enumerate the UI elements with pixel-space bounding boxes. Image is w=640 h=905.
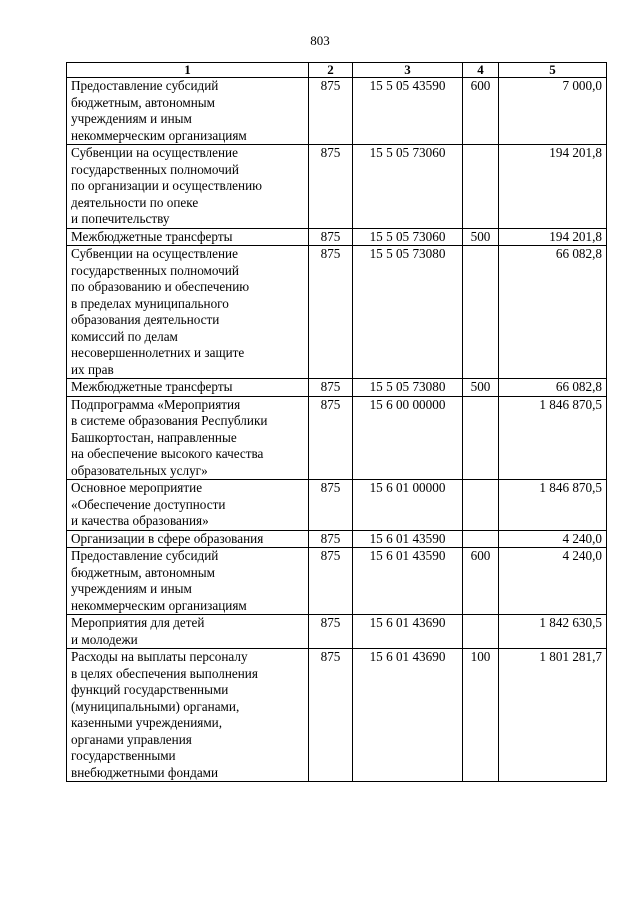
row-name: Субвенции на осуществление государственных полномочий по образованию и обеспечению в пределах муниципального образования деятельности комиссий по делам несовершеннолетних и защите их прав xyxy=(71,246,250,377)
row-name: Межбюджетные трансферты xyxy=(71,228,233,244)
header-col-1: 1 xyxy=(67,63,309,78)
row-type xyxy=(463,145,499,229)
row-type xyxy=(463,530,499,548)
row-name: Субвенции на осуществление государственных полномочий по организации и осуществлению деятельности по опеке и попечительству xyxy=(71,145,263,226)
table-row xyxy=(67,246,607,379)
table-row xyxy=(67,480,607,531)
row-article: 15 6 01 43590 xyxy=(353,548,463,615)
row-ministry: 875 xyxy=(309,649,353,782)
row-article: 15 5 05 73060 xyxy=(353,145,463,229)
table-row xyxy=(67,649,607,782)
budget-table xyxy=(66,62,607,782)
row-name: Подпрограмма «Мероприятия в системе образования Республики Башкортостан, направленные на обеспечение высокого качества образовательных услуг» xyxy=(71,396,268,478)
page-number: 803 xyxy=(310,33,330,48)
row-type xyxy=(463,396,499,480)
row-article: 15 6 01 43690 xyxy=(353,615,463,649)
row-ministry: 875 xyxy=(309,379,353,397)
table-row xyxy=(67,615,607,649)
table-row xyxy=(67,379,607,397)
row-type: 100 xyxy=(463,649,499,782)
row-ministry: 875 xyxy=(309,246,353,379)
row-type xyxy=(463,480,499,531)
row-name: Межбюджетные трансферты xyxy=(71,379,233,394)
table-row xyxy=(67,530,607,548)
row-type: 600 xyxy=(463,78,499,145)
row-ministry: 875 xyxy=(309,480,353,531)
row-amount: 1 842 630,5 xyxy=(499,615,607,649)
row-article: 15 5 05 73060 xyxy=(353,228,463,246)
row-type: 500 xyxy=(463,228,499,246)
table-header-row xyxy=(67,63,607,78)
row-amount: 1 846 870,5 xyxy=(499,396,607,480)
table-row xyxy=(67,228,607,246)
row-amount: 4 240,0 xyxy=(499,530,607,548)
row-article: 15 6 01 43690 xyxy=(353,649,463,782)
row-article: 15 6 00 00000 xyxy=(353,396,463,480)
row-article: 15 5 05 73080 xyxy=(353,246,463,379)
row-name: Предоставление субсидий бюджетным, автономным учреждениям и иным некоммерческим организациям xyxy=(71,78,247,143)
header-col-5: 5 xyxy=(499,63,607,78)
header-col-4: 4 xyxy=(463,63,499,78)
row-type: 600 xyxy=(463,548,499,615)
row-type: 500 xyxy=(463,379,499,397)
row-amount: 7 000,0 xyxy=(499,78,607,145)
table-row xyxy=(67,78,607,145)
row-article: 15 5 05 43590 xyxy=(353,78,463,145)
row-ministry: 875 xyxy=(309,548,353,615)
row-name: Мероприятия для детей и молодежи xyxy=(71,615,205,647)
header-col-2: 2 xyxy=(309,63,353,78)
row-amount: 194 201,8 xyxy=(499,145,607,229)
row-ministry: 875 xyxy=(309,228,353,246)
row-amount: 194 201,8 xyxy=(499,228,607,246)
row-type xyxy=(463,615,499,649)
row-name: Предоставление субсидий бюджетным, автономным учреждениям и иным некоммерческим организациям xyxy=(71,548,247,613)
row-type xyxy=(463,246,499,379)
row-article: 15 6 01 43590 xyxy=(353,530,463,548)
row-name: Организации в сфере образования xyxy=(71,530,264,546)
row-ministry: 875 xyxy=(309,78,353,145)
header-col-3: 3 xyxy=(353,63,463,78)
table-row xyxy=(67,145,607,229)
row-ministry: 875 xyxy=(309,615,353,649)
row-amount: 1 801 281,7 xyxy=(499,649,607,782)
row-article: 15 6 01 00000 xyxy=(353,480,463,531)
row-amount: 1 846 870,5 xyxy=(499,480,607,531)
table-row xyxy=(67,548,607,615)
row-name: Расходы на выплаты персоналу в целях обеспечения выполнения функций государственными (муниципальными) органами, казенными учреждениями, органами управления государственными внебюджетными фондами xyxy=(71,649,258,780)
row-name: Основное мероприятие «Обеспечение доступности и качества образования» xyxy=(71,480,226,528)
row-ministry: 875 xyxy=(309,145,353,229)
row-ministry: 875 xyxy=(309,396,353,480)
row-ministry: 875 xyxy=(309,530,353,548)
table-row xyxy=(67,396,607,480)
row-amount: 4 240,0 xyxy=(499,548,607,615)
row-amount: 66 082,8 xyxy=(499,379,607,397)
row-amount: 66 082,8 xyxy=(499,246,607,379)
row-article: 15 5 05 73080 xyxy=(353,379,463,397)
